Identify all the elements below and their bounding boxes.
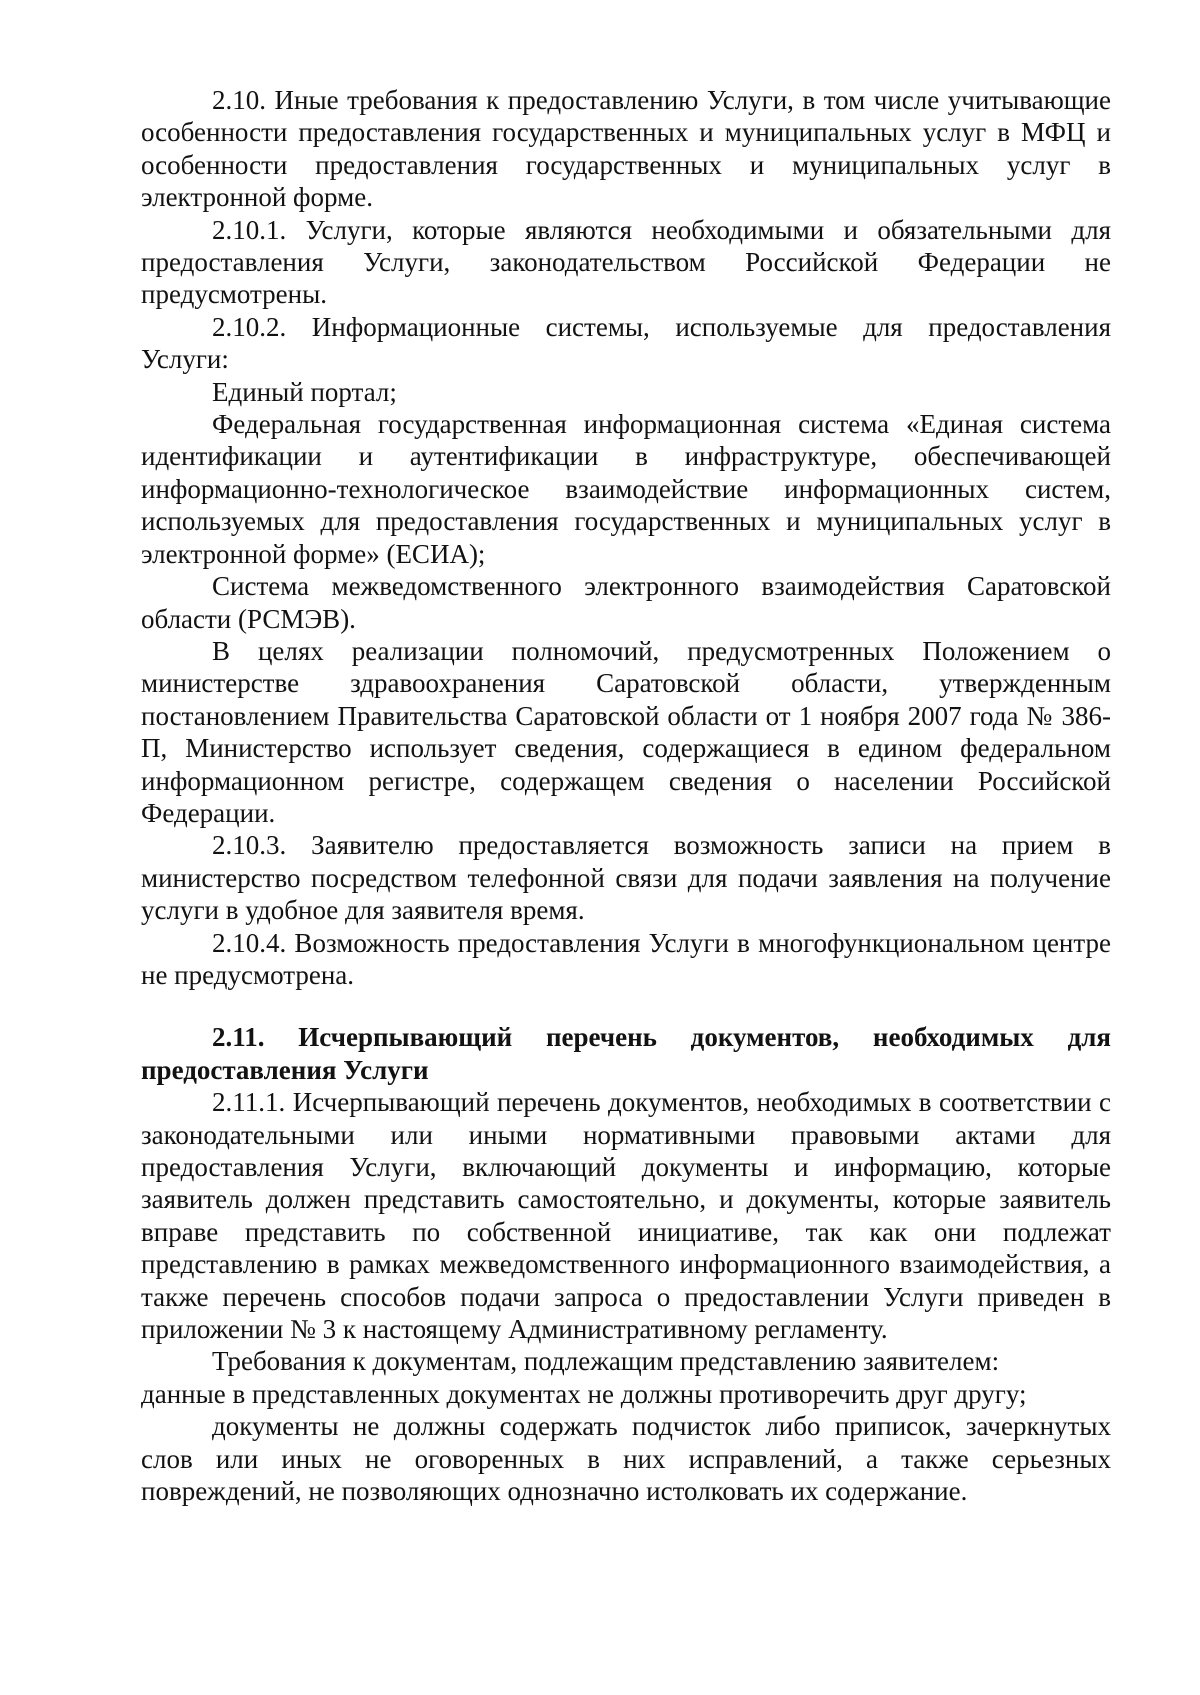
paragraph-2-10-3: 2.10.3. Заявителю предоставляется возможность записи на прием в министерство посредством телефонной связи для подачи заявления на получение услуги в удобное для заявителя время. [141, 830, 1111, 926]
paragraph-2-10-2: 2.10.2. Информационные системы, используемые для предоставления Услуги: [141, 311, 1111, 375]
paragraph-2-11-1: 2.11.1. Исчерпывающий перечень документов, необходимых в соответствии с законодательными или иными нормативными правовыми актами для предоставления Услуги, включающий документы и информацию, которые заявитель должен представить самостоятельно, и документы, которые заявитель вправе представить по собственной инициативе, так как они подлежат представлению в рамках межведомственного информационного взаимодействия, а также перечень способов подачи запроса о предоставлении Услуги приведен в приложении № 3 к настоящему Административному регламенту. [141, 1087, 1111, 1345]
list-item-unified-portal: Единый портал; [212, 376, 397, 407]
list-item-rsmev: Система межведомственного электронного взаимодействия Саратовской области (РСМЭВ). [141, 571, 1111, 634]
list-item-esia: Федеральная государственная информационная система «Единая система идентификации и аутентификации в инфраструктуре, обеспечивающей информационно-технологическое взаимодействие информационных систем, используемых для предоставления государственных и муниципальных услуг в электронной форме» (ЕСИА); [141, 409, 1111, 569]
document-body [141, 84, 1111, 1507]
paragraph-powers: В целях реализации полномочий, предусмотренных Положением о министерстве здравоохранения Саратовской области, утвержденным постановлением Правительства Саратовской области от 1 ноября 2007 года № 386-П, Министерство использует сведения, содержащиеся в едином федеральном информационном регистре, содержащем сведения о населении Российской Федерации. [141, 635, 1111, 828]
section-heading-2-11: 2.11. Исчерпывающий перечень документов, необходимых для предоставления Услуги [141, 1022, 1111, 1085]
paragraph-2-10-4: 2.10.4. Возможность предоставления Услуги в многофункциональном центре не предусмотрена. [141, 927, 1111, 990]
paragraph-no-contradictions: данные в представленных документах не должны противоречить друг другу; [141, 1378, 1027, 1409]
paragraph-2-10-1: 2.10.1. Услуги, которые являются необходимыми и обязательными для предоставления Услуги, законодательством Российской Федерации не предусмотрены. [141, 214, 1111, 310]
paragraph-no-erasures: документы не должны содержать подчисток либо приписок, зачеркнутых слов или иных не оговоренных в них исправлений, а также серьезных повреждений, не позволяющих однозначно истолковать их содержание. [141, 1411, 1111, 1507]
paragraph-document-requirements: Требования к документам, подлежащим представлению заявителем: [212, 1346, 1000, 1377]
paragraph-2-10: 2.10. Иные требования к предоставлению Услуги, в том числе учитывающие особенности предоставления государственных и муниципальных услуг в МФЦ и особенности предоставления государственных и муниципальных услуг в электронной форме. [141, 85, 1111, 213]
